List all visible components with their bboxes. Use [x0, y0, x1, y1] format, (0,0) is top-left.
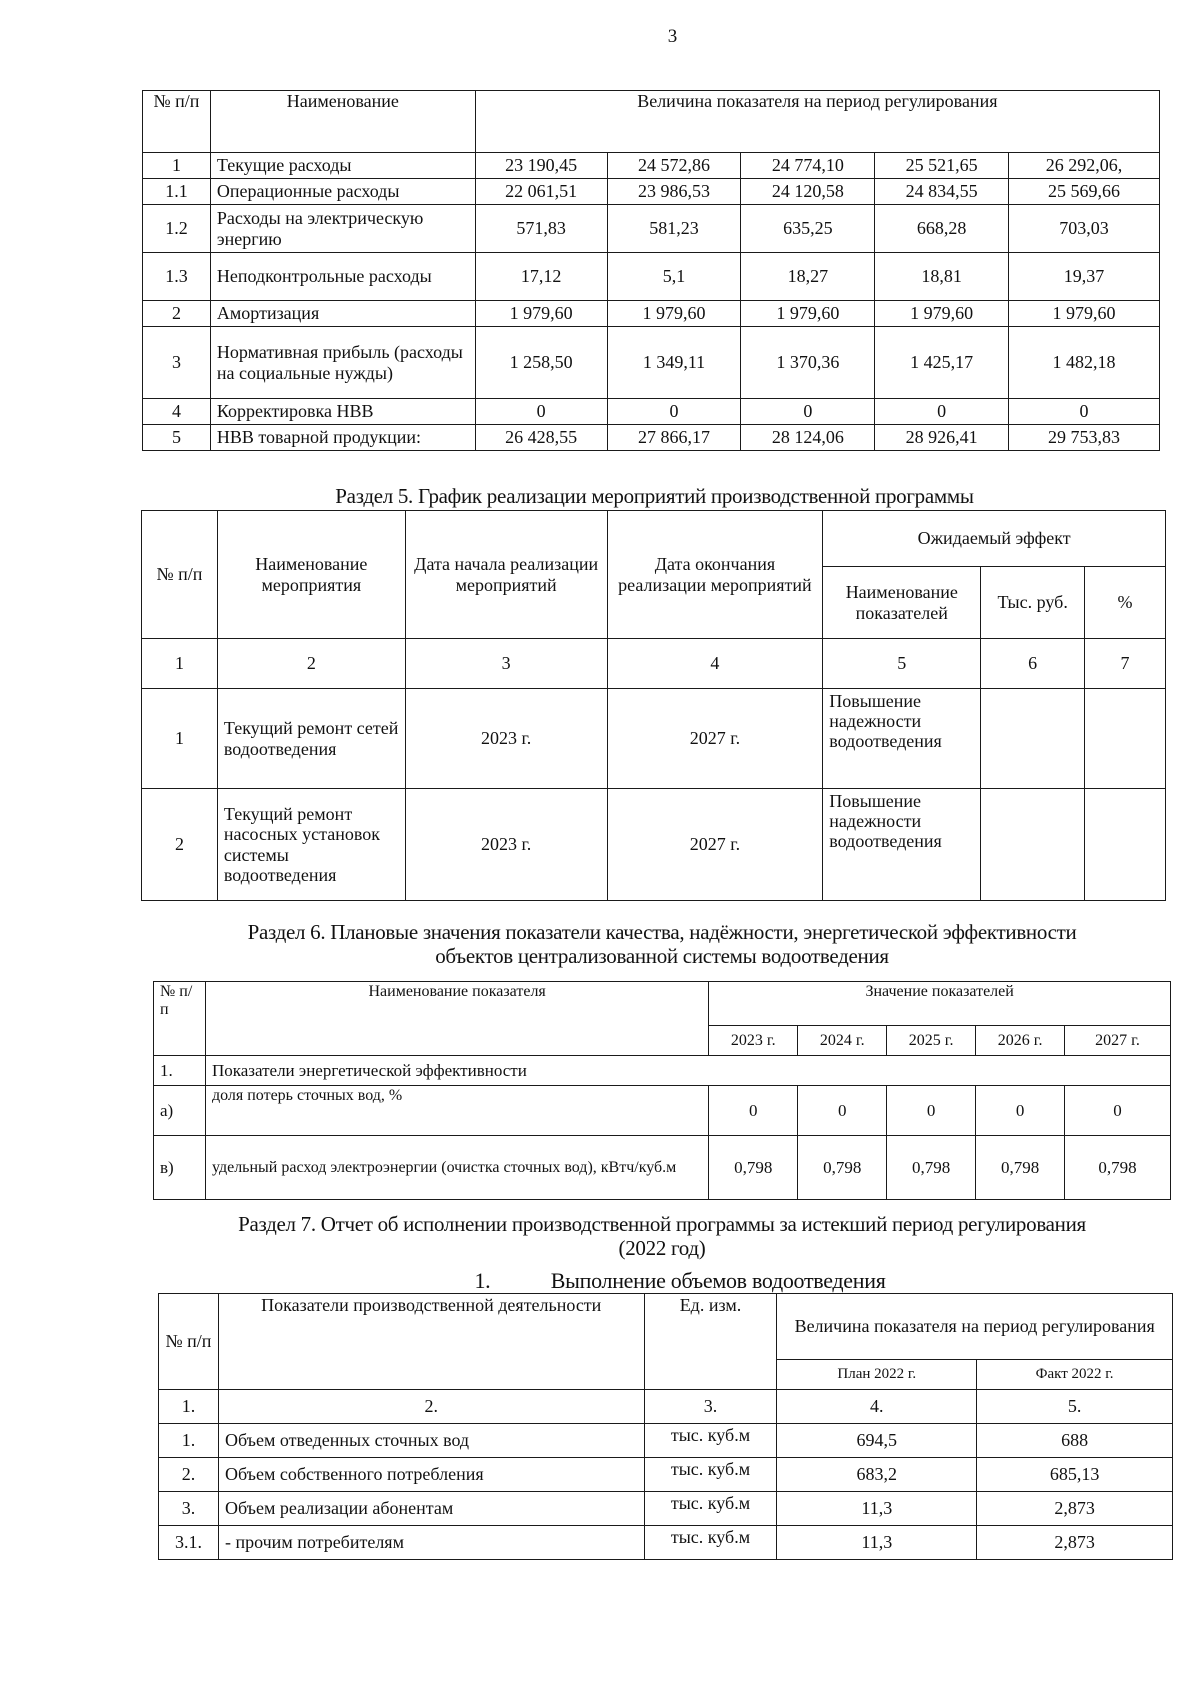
row-unit: тыс. куб.м — [644, 1492, 777, 1526]
page-number: 3 — [667, 26, 678, 47]
table-row — [159, 1492, 1173, 1526]
row-value: 1 349,11 — [607, 327, 741, 399]
section6-title-line1: Раздел 6. Плановые значения показатели качества, надёжности, энергетической эффективности — [247, 920, 1077, 944]
row-num: 2 — [142, 789, 218, 901]
row-fact: 2,873 — [977, 1492, 1173, 1526]
table-row — [143, 301, 1160, 327]
table-row — [143, 179, 1160, 205]
table-row — [159, 1458, 1173, 1492]
row-plan: 694,5 — [777, 1424, 977, 1458]
row-name: Объем реализации абонентам — [218, 1492, 644, 1526]
section7-title-line1: Раздел 7. Отчет об исполнении производственной программы за истекший период регулирования — [238, 1212, 1086, 1236]
table-row — [143, 153, 1160, 179]
row-value: 24 834,55 — [875, 179, 1009, 205]
row-plan: 683,2 — [777, 1458, 977, 1492]
table-row — [143, 253, 1160, 301]
column-number: 4. — [777, 1390, 977, 1424]
row-name: Нормативная прибыль (расходы на социальные нужды) — [210, 327, 475, 399]
row-value: 24 774,10 — [741, 153, 875, 179]
row-value: 571,83 — [475, 205, 607, 253]
row-value: 29 753,83 — [1009, 425, 1160, 451]
row-num: 1.2 — [143, 205, 211, 253]
row-indicator: Повышение надежности водоотведения — [823, 689, 981, 789]
row-value: 0 — [475, 399, 607, 425]
row-value: 0 — [741, 399, 875, 425]
table-row — [154, 1086, 1171, 1136]
row-value: 5,1 — [607, 253, 741, 301]
row-num: 1 — [142, 689, 218, 789]
row-value: 25 521,65 — [875, 153, 1009, 179]
header-num: № п/п — [143, 91, 211, 153]
column-number: 3. — [644, 1390, 777, 1424]
row-num: 1.3 — [143, 253, 211, 301]
header-pct: % — [1085, 567, 1166, 639]
row-value: 23 986,53 — [607, 179, 741, 205]
row-value: 26 428,55 — [475, 425, 607, 451]
row-rub — [981, 689, 1085, 789]
quality-indicators-table — [153, 981, 1171, 1200]
row-name: Операционные расходы — [210, 179, 475, 205]
row-end: 2027 г. — [607, 689, 823, 789]
expenses-table — [142, 90, 1160, 451]
row-value: 26 292,06, — [1009, 153, 1160, 179]
column-number: 2. — [218, 1390, 644, 1424]
row-value: 0,798 — [709, 1136, 798, 1200]
header-rub: Тыс. руб. — [981, 567, 1085, 639]
section7-title — [153, 1212, 1171, 1260]
row-num: 3. — [159, 1492, 219, 1526]
row-pct — [1085, 689, 1166, 789]
row-value: 19,37 — [1009, 253, 1160, 301]
header-year: 2024 г. — [798, 1026, 887, 1056]
section5-title: Раздел 5. График реализации мероприятий производственной программы — [335, 484, 974, 508]
row-unit: тыс. куб.м — [644, 1526, 777, 1560]
row-unit: тыс. куб.м — [644, 1424, 777, 1458]
row-value: 25 569,66 — [1009, 179, 1160, 205]
row-value: 0,798 — [887, 1136, 976, 1200]
group-name: Показатели энергетической эффективности — [205, 1056, 1170, 1086]
header-name: Наименование показателя — [205, 982, 708, 1056]
row-value: 0 — [798, 1086, 887, 1136]
row-num: 1 — [143, 153, 211, 179]
row-value: 1 979,60 — [607, 301, 741, 327]
row-unit: тыс. куб.м — [644, 1458, 777, 1492]
column-numbers-row — [159, 1390, 1173, 1424]
header-unit: Ед. изм. — [644, 1294, 777, 1390]
row-name: Объем собственного потребления — [218, 1458, 644, 1492]
header-plan: План 2022 г. — [777, 1360, 977, 1390]
row-value: 0 — [607, 399, 741, 425]
row-value: 22 061,51 — [475, 179, 607, 205]
row-num: 3 — [143, 327, 211, 399]
header-indicator: Наименование показателей — [823, 567, 981, 639]
row-value: 1 370,36 — [741, 327, 875, 399]
row-pct — [1085, 789, 1166, 901]
header-value: Величина показателя на период регулирования — [475, 91, 1159, 153]
row-name: Корректировка НВВ — [210, 399, 475, 425]
column-number: 5 — [823, 639, 981, 689]
row-name: Текущий ремонт сетей водоотведения — [217, 689, 405, 789]
row-start: 2023 г. — [405, 689, 607, 789]
row-name: Текущий ремонт насосных установок системы водоотведения — [217, 789, 405, 901]
row-value: 0,798 — [1065, 1136, 1171, 1200]
row-num: 2 — [143, 301, 211, 327]
header-name: Показатели производственной деятельности — [218, 1294, 644, 1390]
column-numbers-row — [142, 639, 1166, 689]
row-value: 1 979,60 — [875, 301, 1009, 327]
column-number: 5. — [977, 1390, 1173, 1424]
row-value: 28 926,41 — [875, 425, 1009, 451]
header-num: № п/п — [142, 511, 218, 639]
table-row — [142, 789, 1166, 901]
row-name: Текущие расходы — [210, 153, 475, 179]
row-value: 668,28 — [875, 205, 1009, 253]
row-value: 0 — [709, 1086, 798, 1136]
row-value: 1 979,60 — [475, 301, 607, 327]
row-value: 1 482,18 — [1009, 327, 1160, 399]
header-fact: Факт 2022 г. — [977, 1360, 1173, 1390]
row-value: 703,03 — [1009, 205, 1160, 253]
row-num: а) — [154, 1086, 206, 1136]
table-row — [143, 399, 1160, 425]
row-value: 1 258,50 — [475, 327, 607, 399]
row-value: 0,798 — [798, 1136, 887, 1200]
section7-subtitle-num: 1. — [474, 1268, 491, 1293]
schedule-table — [141, 510, 1166, 901]
row-value: 0 — [1065, 1086, 1171, 1136]
header-name: Наименование — [210, 91, 475, 153]
row-num: 5 — [143, 425, 211, 451]
row-value: 1 979,60 — [1009, 301, 1160, 327]
column-number: 6 — [981, 639, 1085, 689]
table-row — [159, 1526, 1173, 1560]
column-number: 4 — [607, 639, 823, 689]
row-value: 17,12 — [475, 253, 607, 301]
row-value: 23 190,45 — [475, 153, 607, 179]
group-num: 1. — [154, 1056, 206, 1086]
row-name: Объем отведенных сточных вод — [218, 1424, 644, 1458]
header-value: Величина показателя на период регулирования — [777, 1294, 1173, 1360]
row-value: 27 866,17 — [607, 425, 741, 451]
row-value: 0 — [875, 399, 1009, 425]
group-row — [154, 1056, 1171, 1086]
header-effect: Ожидаемый эффект — [823, 511, 1166, 567]
row-num: 1.1 — [143, 179, 211, 205]
row-value: 0 — [1009, 399, 1160, 425]
row-value: 18,27 — [741, 253, 875, 301]
header-start: Дата начала реализации мероприятий — [405, 511, 607, 639]
row-end: 2027 г. — [607, 789, 823, 901]
volumes-table — [158, 1293, 1173, 1560]
row-value: 18,81 — [875, 253, 1009, 301]
row-fact: 685,13 — [977, 1458, 1173, 1492]
row-value: 0,798 — [976, 1136, 1065, 1200]
row-name: - прочим потребителям — [218, 1526, 644, 1560]
row-fact: 2,873 — [977, 1526, 1173, 1560]
header-year: 2023 г. — [709, 1026, 798, 1056]
column-number: 1. — [159, 1390, 219, 1424]
row-plan: 11,3 — [777, 1492, 977, 1526]
table-row — [159, 1424, 1173, 1458]
header-year: 2025 г. — [887, 1026, 976, 1056]
row-name: Неподконтрольные расходы — [210, 253, 475, 301]
row-value: 28 124,06 — [741, 425, 875, 451]
row-name: НВВ товарной продукции: — [210, 425, 475, 451]
header-year: 2026 г. — [976, 1026, 1065, 1056]
column-number: 7 — [1085, 639, 1166, 689]
table-row — [143, 205, 1160, 253]
row-num: 2. — [159, 1458, 219, 1492]
row-value: 24 572,86 — [607, 153, 741, 179]
row-num: 1. — [159, 1424, 219, 1458]
section6-title-line2: объектов централизованной системы водоотведения — [435, 944, 889, 969]
table-row — [154, 1136, 1171, 1200]
section7-subtitle — [400, 1268, 960, 1293]
section7-title-line2: (2022 год) — [618, 1236, 706, 1261]
table-row — [143, 327, 1160, 399]
section7-subtitle-text: Выполнение объемов водоотведения — [550, 1268, 886, 1293]
table-row — [143, 425, 1160, 451]
row-rub — [981, 789, 1085, 901]
row-value: 1 425,17 — [875, 327, 1009, 399]
column-number: 3 — [405, 639, 607, 689]
row-value: 581,23 — [607, 205, 741, 253]
row-name: доля потерь сточных вод, % — [205, 1086, 708, 1136]
row-value: 1 979,60 — [741, 301, 875, 327]
row-indicator: Повышение надежности водоотведения — [823, 789, 981, 901]
row-value: 635,25 — [741, 205, 875, 253]
column-number: 2 — [217, 639, 405, 689]
header-num: № п/п — [154, 982, 206, 1056]
header-num: № п/п — [159, 1294, 219, 1390]
row-start: 2023 г. — [405, 789, 607, 901]
row-name: удельный расход электроэнергии (очистка сточных вод), кВтч/куб.м — [205, 1136, 708, 1200]
header-year: 2027 г. — [1065, 1026, 1171, 1056]
table-row — [142, 689, 1166, 789]
row-num: в) — [154, 1136, 206, 1200]
header-name: Наименование мероприятия — [217, 511, 405, 639]
row-value: 0 — [976, 1086, 1065, 1136]
row-fact: 688 — [977, 1424, 1173, 1458]
row-num: 3.1. — [159, 1526, 219, 1560]
row-name: Амортизация — [210, 301, 475, 327]
row-plan: 11,3 — [777, 1526, 977, 1560]
row-value: 0 — [887, 1086, 976, 1136]
row-value: 24 120,58 — [741, 179, 875, 205]
header-value: Значение показателей — [709, 982, 1171, 1026]
header-end: Дата окончания реализации мероприятий — [607, 511, 823, 639]
column-number: 1 — [142, 639, 218, 689]
row-num: 4 — [143, 399, 211, 425]
row-name: Расходы на электрическую энергию — [210, 205, 475, 253]
section6-title — [153, 920, 1171, 968]
